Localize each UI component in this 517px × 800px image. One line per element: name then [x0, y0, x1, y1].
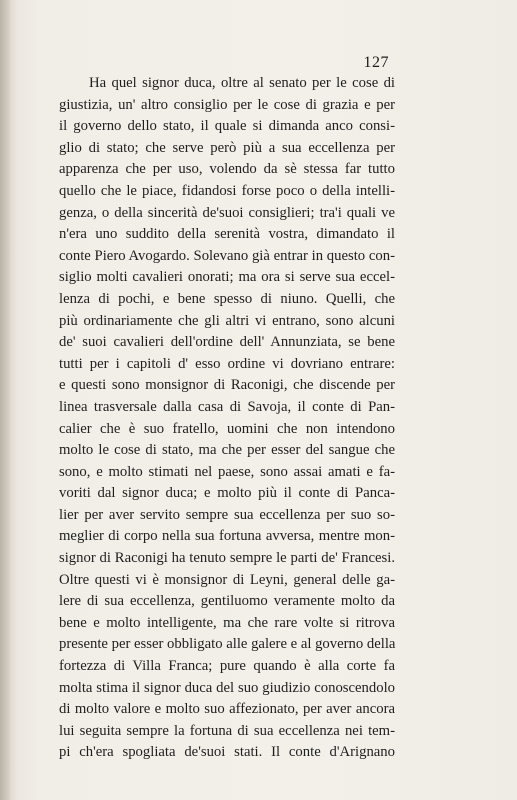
text-line: Oltre questi vi è monsignor di Leyni, general delle ga-: [59, 571, 395, 588]
text-line: glio di stato; che serve però più a sua eccellenza per: [59, 139, 395, 156]
text-line: de' suoi cavalieri dell'ordine dell' Annunziata, se bene: [59, 334, 395, 351]
text-line: il governo dello stato, il quale si dimanda anco consi-: [59, 118, 395, 135]
text-line: Ha quel signor duca, oltre al senato per le cose di: [89, 75, 395, 91]
text-line: più ordinariamente che gli altri vi entrano, sono alcuni: [59, 312, 395, 329]
text-line: linea trasversale dalla casa di Savoja, il conte di Pan-: [59, 398, 395, 415]
text-line: e questi sono monsignor di Raconigi, che discende per: [59, 377, 395, 394]
text-line: bene e molto intelligente, ma che rare volte si ritrova: [59, 614, 395, 631]
text-line: tutti per i capitoli d' esso ordine vi dovriano entrare:: [59, 355, 395, 372]
text-line: fortezza di Villa Franca; pure quando è alla corte fa: [59, 658, 395, 675]
text-line: di molto valore e molto suo affezionato, per aver ancora: [59, 701, 395, 718]
text-line: presente per esser obbligato alle galere e al governo della: [59, 636, 396, 653]
text-line: genza, o della sincerità de'suoi consiglieri; tra'i quali ve: [59, 204, 395, 221]
text-line: lui seguita sempre la fortuna di sua eccellenza nei tem-: [59, 722, 395, 739]
text-line: lenza di pochi, e bene spesso di niuno. Quelli, che: [59, 290, 395, 307]
text-line: siglio molti cavalieri onorati; ma ora si serve sua eccel-: [59, 269, 395, 286]
page-gutter: [0, 0, 10, 800]
text-line: pi ch'era spogliata de'suoi stati. Il conte d'Arignano: [59, 744, 395, 761]
text-line: lere di sua eccellenza, gentiluomo veramente molto da: [59, 593, 395, 610]
page-number: 127: [363, 54, 389, 71]
text-line: apparenza che per uso, volendo da sè stessa far tutto: [59, 161, 395, 178]
text-line: molta stima il signor duca del suo giudizio conoscendolo: [59, 679, 395, 696]
text-line: molto le cose di stato, ma che per esser del sangue che: [59, 442, 395, 459]
text-line: conte Piero Avogardo. Solevano già entrar in questo con-: [59, 247, 395, 264]
text-line: lier per aver servito sempre sua eccellenza per suo so-: [59, 506, 395, 523]
text-line: signor di Raconigi ha tenuto sempre le parti de' Francesi.: [59, 550, 395, 567]
text-line: n'era uno suddito della serenità vostra, dimandato il: [59, 226, 395, 243]
body-text: [59, 73, 395, 764]
text-line: sono, e molto stimati nel paese, sono assai amati e fa-: [59, 463, 395, 480]
text-line: quello che le piace, fidandosi forse poco o della intelli-: [59, 182, 395, 199]
text-line: meglier di corpo nella sua fortuna avversa, mentre mon-: [59, 528, 395, 545]
text-line: voriti dal signor duca; e molto più il conte di Panca-: [59, 485, 395, 502]
text-line: giustizia, un' altro consiglio per le cose di grazia e per: [59, 96, 395, 113]
text-line: calier che è suo fratello, uomini che non intendono: [59, 420, 395, 437]
